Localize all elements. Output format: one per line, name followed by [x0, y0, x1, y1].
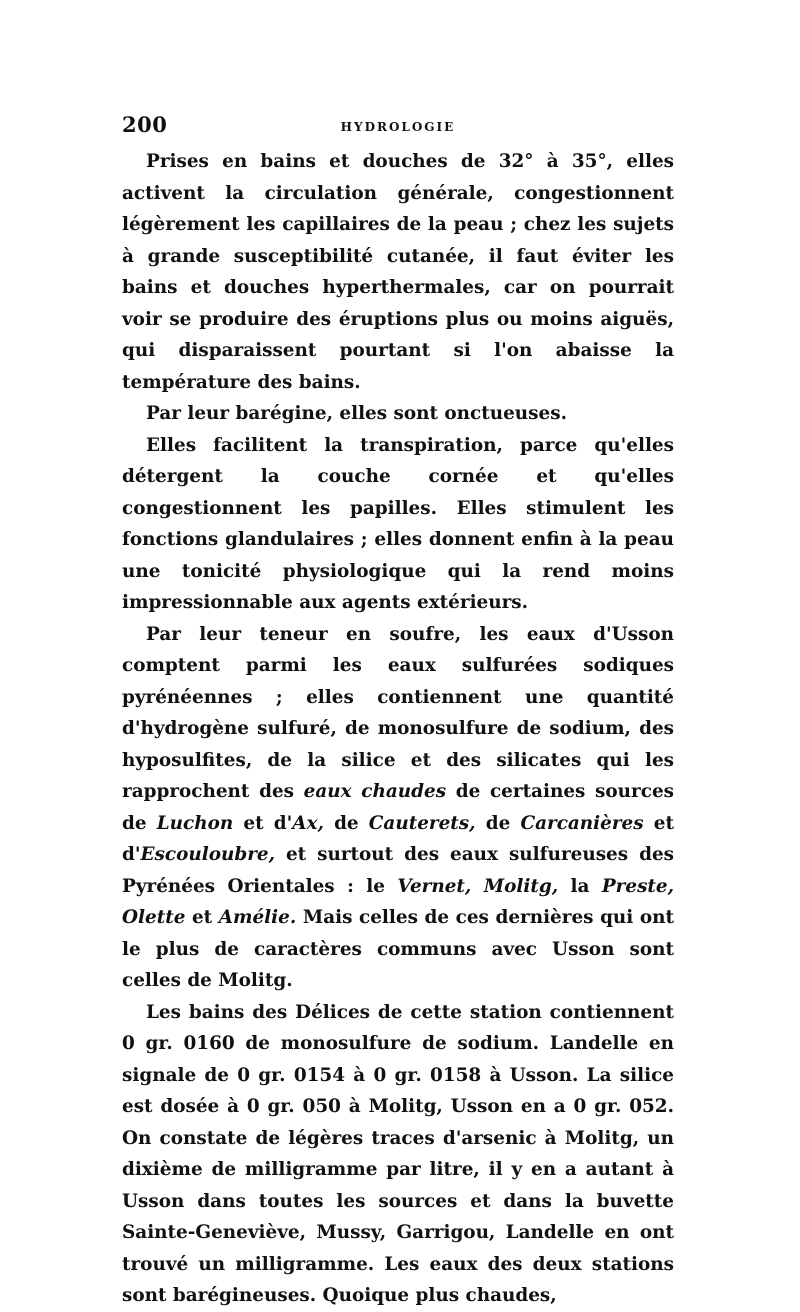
italic-term: Vernet,: [397, 875, 472, 897]
italic-term: Luchon: [156, 812, 234, 834]
text-segment: Prises en bains et douches de 32° à 35°, elles activent la circulation générale, congestionnent légèrement les capillaires de la peau ; chez les sujets à grande susceptibilité cutanée, il faut éviter les bains et douches hyperthermales, car on pourrait voir se produire des éruptions plus ou moins aiguës, qui disparaissent pourtant si l'on abaisse la température des bains.: [122, 151, 674, 393]
italic-term: Molitg,: [483, 875, 559, 897]
text-segment: Mais celles de ces dernières qui ont le plus de caractères communs avec Usson sont celles de Molitg.: [122, 907, 674, 991]
text-segment: et d': [233, 812, 293, 834]
italic-term: eaux chaudes: [303, 781, 447, 802]
text-segment: Les bains des Délices de cette station contiennent 0 gr. 0160 de monosulfure de sodium. Landelle en signale de 0 gr. 0154 à 0 gr. 0158 à Usson. La silice est dosée à 0 gr. 050 à Molitg, Usson en a 0 gr. 052. On constate de légères traces d'arsenic à Molitg, un dixième de milligramme par litre, il y en a autant à Usson dans toutes les sources et dans la buvette Sainte-Geneviève, Mussy, Garrigou, Landelle en ont trouvé un milligramme. Les eaux des deux stations sont barégineuses. Quoique plus chaudes,: [122, 1001, 674, 1306]
text-segment: et surtout des eaux sulfureuses des Pyrénées Orientales : le: [122, 844, 674, 897]
text-segment: de certaines sources de: [122, 781, 674, 834]
italic-term: Ax,: [292, 812, 324, 834]
body-text: [122, 146, 674, 1312]
text-segment: et: [185, 907, 219, 928]
italic-term: Cauterets,: [368, 812, 476, 834]
paragraph: [122, 430, 674, 619]
text-segment: et d': [122, 812, 674, 865]
italic-term: Preste,: [601, 875, 675, 897]
text-segment: la: [558, 875, 602, 897]
book-page: [122, 112, 674, 1312]
page-number: 200: [122, 112, 168, 137]
italic-term: Amélie.: [218, 907, 297, 928]
paragraph: [122, 619, 674, 997]
page-header: [122, 112, 674, 146]
text-segment: Par leur barégine, elles sont onctueuses.: [146, 403, 567, 424]
paragraph: [122, 146, 674, 398]
text-segment: de: [323, 812, 369, 834]
italic-term: Escouloubre,: [140, 844, 275, 865]
running-head: HYDROLOGIE: [340, 120, 456, 134]
paragraph: [122, 997, 674, 1312]
text-segment: Par leur teneur en soufre, les eaux d'Usson comptent parmi les eaux sulfurées sodiques pyrénéennes ; elles contiennent une quantité d'hydrogène sulfuré, de monosulfure de sodium, des hyposulfites, de la silice et des silicates qui les rapprochent des: [122, 623, 674, 802]
italic-term: Olette: [122, 907, 186, 928]
paragraph: [122, 398, 674, 430]
text-segment: de: [475, 812, 521, 834]
text-segment: Elles facilitent la transpiration, parce qu'elles détergent la couche cornée et qu'elles congestionnent les papilles. Elles stimulent les fonctions glandulaires ; elles donnent enfin à la peau une tonicité physiologique qui la rend moins impressionnable aux agents extérieurs.: [122, 434, 674, 613]
text-segment: [471, 876, 483, 897]
italic-term: Carcanières: [520, 812, 644, 834]
